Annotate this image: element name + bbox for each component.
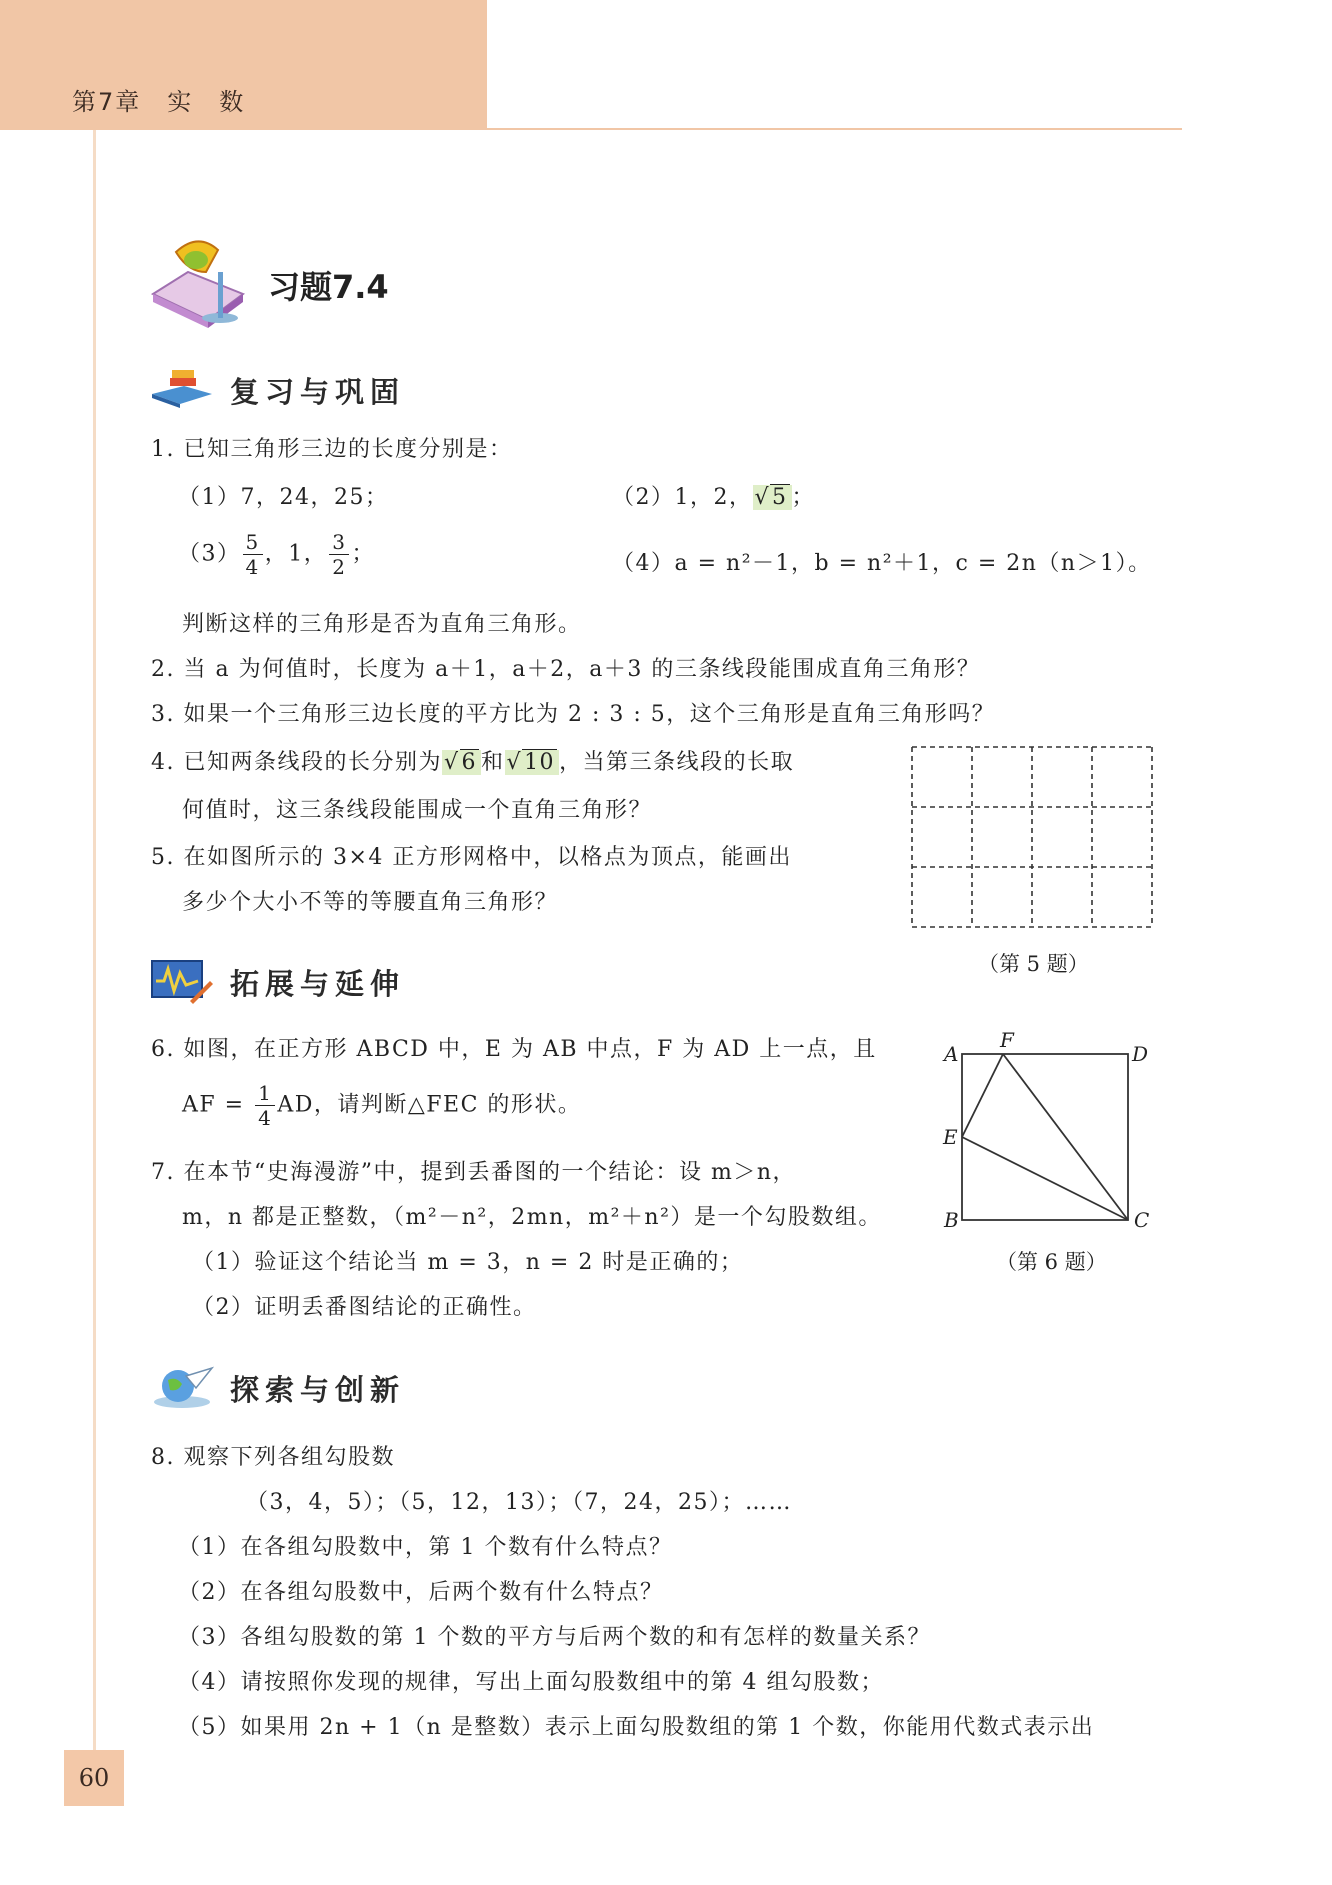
q5-grid-figure [910,745,1156,931]
q5-caption: （第 5 题） [978,952,1089,976]
q8-data: （3，4，5）；（5，12，13）；（7，24，25）；…… [246,1490,792,1515]
chapter-title: 第7章 实 数 [72,88,246,116]
fraction-3-2: $\frac{3}{2}$ [329,532,349,577]
section-review-title: 复习与巩固 [230,375,406,409]
q1-part2: （2）1，2，√5 ； [612,485,816,510]
header-rule [487,128,1182,130]
q3: 3. 如果一个三角形三边长度的平方比为 2 : 3 : 5，这个三角形是直角三角形吗？ [151,702,996,727]
q8-sub3: （3）各组勾股数的第 1 个数的平方与后两个数的和有怎样的数量关系？ [178,1625,931,1650]
label-C: C [1134,1208,1150,1232]
q6-square-figure [960,1052,1130,1222]
q5-line2: 多少个大小不等的等腰直角三角形？ [182,890,559,915]
q1-judge: 判断这样的三角形是否为直角三角形。 [182,612,582,637]
q2: 2. 当 a 为何值时，长度为 a＋1，a＋2，a＋3 的三条线段能围成直角三角形？ [151,657,981,682]
label-A: A [944,1042,959,1066]
q7-sub1: （1）验证这个结论当 m = 3，n = 2 时是正确的； [192,1250,744,1275]
page-number: 60 [64,1750,124,1806]
q6-caption: （第 6 题） [996,1250,1107,1274]
q7-sub2: （2）证明丢番图结论的正确性。 [192,1295,537,1320]
label-D: D [1132,1042,1149,1066]
section-explore-title: 探索与创新 [230,1373,406,1407]
books-icon [150,364,214,412]
q4-line1: 4. 已知两条线段的长分别为√6 和√10 ，当第三条线段的长取 [151,750,795,775]
q7-line2: m，n 都是正整数，（m²－n²，2mn，m²＋n²）是一个勾股数组。 [182,1205,882,1230]
label-B: B [944,1208,959,1232]
q1-stem: 1. 已知三角形三边的长度分别是： [151,437,513,462]
label-F: F [1000,1028,1014,1052]
q1-part1: （1）7，24，25； [178,485,389,510]
sqrt-5: 5 [772,485,788,510]
q6-line2: AF = $\frac{1}{4}$ AD，请判断△FEC 的形状。 [182,1081,582,1130]
sqrt-10: 10 [524,750,556,775]
fraction-5-4: $\frac{5}{4}$ [243,532,263,577]
q7-line1: 7. 在本节“史海漫游”中，提到丢番图的一个结论：设 m＞n， [151,1160,797,1185]
q8-sub1: （1）在各组勾股数中，第 1 个数有什么特点？ [178,1535,673,1560]
q5-line1: 5. 在如图所示的 3×4 正方形网格中，以格点为顶点，能画出 [151,845,792,870]
q8-stem: 8. 观察下列各组勾股数 [151,1445,395,1470]
desk-lamp-icon [148,232,258,332]
q8-sub4: （4）请按照你发现的规律，写出上面勾股数组中的第 4 组勾股数； [178,1670,884,1695]
label-E: E [943,1125,958,1149]
exercise-title: 习题7.4 [268,268,389,306]
q4-line2: 何值时，这三条线段能围成一个直角三角形？ [182,798,653,823]
sqrt-6: 6 [461,750,478,775]
fraction-1-4: $\frac{1}{4}$ [255,1083,275,1128]
globe-plane-icon [150,1362,214,1410]
margin-rule [93,130,96,1755]
waveform-pen-icon [150,957,214,1005]
q8-sub5: （5）如果用 2n + 1（n 是整数）表示上面勾股数组的第 1 个数，你能用代数式表示出 [178,1715,1095,1740]
section-extend-title: 拓展与延伸 [230,967,406,1001]
q8-sub2: （2）在各组勾股数中，后两个数有什么特点？ [178,1580,664,1605]
q6-line1: 6. 如图，在正方形 ABCD 中，E 为 AB 中点，F 为 AD 上一点，且 [151,1037,877,1062]
q1-part3: （3） $\frac{5}{4}$ ，1， $\frac{3}{2}$ ； [178,530,375,579]
q1-part4: （4）a = n²－1，b = n²＋1，c = 2n（n＞1）。 [612,551,1152,576]
